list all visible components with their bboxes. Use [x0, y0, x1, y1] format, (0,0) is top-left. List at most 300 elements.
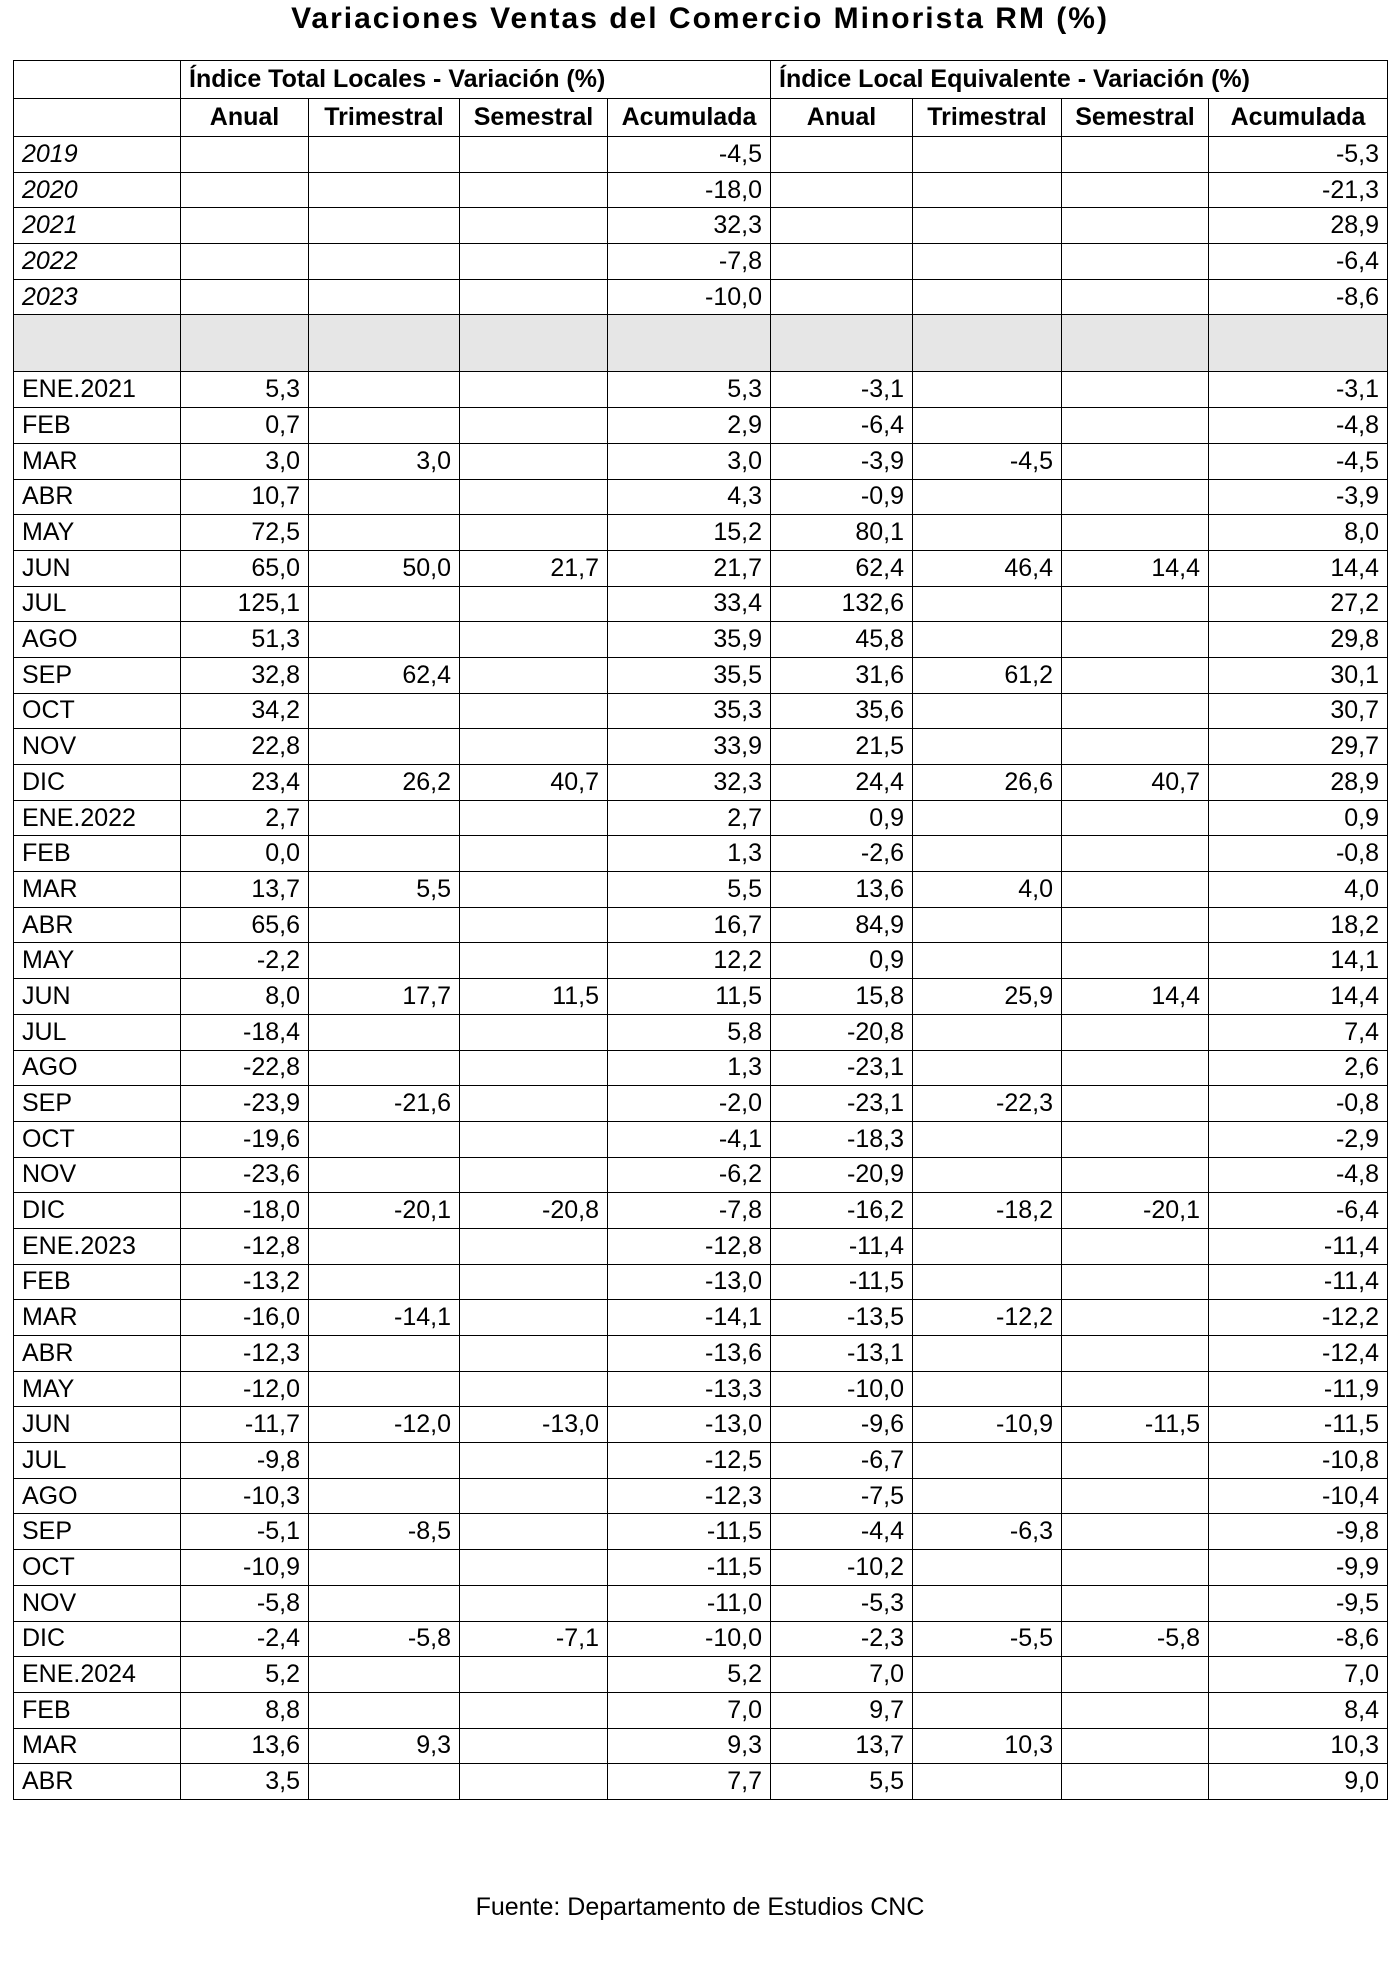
- table-cell: [309, 836, 460, 872]
- table-cell: [460, 279, 608, 315]
- table-cell: [771, 244, 913, 280]
- table-cell: -3,9: [1209, 479, 1388, 515]
- table-cell: [309, 1443, 460, 1479]
- table-cell: [1062, 172, 1209, 208]
- table-cell: -13,1: [771, 1336, 913, 1372]
- table-cell: [913, 729, 1062, 765]
- table-cell: -13,0: [608, 1407, 771, 1443]
- table-cell: [309, 693, 460, 729]
- table-cell: -2,6: [771, 836, 913, 872]
- row-label: SEP: [14, 657, 181, 693]
- table-cell: -12,3: [181, 1336, 309, 1372]
- table-cell: -14,1: [608, 1300, 771, 1336]
- table-cell: [460, 1121, 608, 1157]
- table-row: [14, 172, 1388, 208]
- table-cell: [1062, 1371, 1209, 1407]
- table-cell: -4,5: [913, 443, 1062, 479]
- table-row: [14, 1086, 1388, 1122]
- table-cell: -11,5: [608, 1550, 771, 1586]
- table-cell: [460, 1443, 608, 1479]
- table-cell: [913, 836, 1062, 872]
- table-cell: [1062, 943, 1209, 979]
- table-row: [14, 1550, 1388, 1586]
- separator-cell: [913, 315, 1062, 372]
- table-cell: 50,0: [309, 550, 460, 586]
- table-cell: [460, 872, 608, 908]
- table-cell: -5,3: [771, 1585, 913, 1621]
- row-label: MAR: [14, 872, 181, 908]
- table-cell: 8,0: [181, 979, 309, 1015]
- table-cell: [460, 1157, 608, 1193]
- table-cell: -23,1: [771, 1050, 913, 1086]
- table-row: [14, 836, 1388, 872]
- table-cell: 8,8: [181, 1692, 309, 1728]
- table-row: [14, 586, 1388, 622]
- table-cell: -4,8: [1209, 408, 1388, 444]
- table-cell: [460, 515, 608, 551]
- table-cell: [309, 137, 460, 173]
- table-cell: -5,5: [913, 1621, 1062, 1657]
- table-cell: 7,0: [1209, 1657, 1388, 1693]
- table-cell: -20,1: [1062, 1193, 1209, 1229]
- table-cell: -12,4: [1209, 1336, 1388, 1372]
- table-row: [14, 657, 1388, 693]
- row-label: SEP: [14, 1086, 181, 1122]
- table-cell: 8,4: [1209, 1692, 1388, 1728]
- table-cell: -11,4: [1209, 1228, 1388, 1264]
- table-cell: -8,6: [1209, 1621, 1388, 1657]
- table-cell: [460, 1550, 608, 1586]
- row-label: MAY: [14, 943, 181, 979]
- table-cell: -11,5: [1062, 1407, 1209, 1443]
- sales-variation-table: [13, 60, 1388, 1800]
- table-cell: -16,2: [771, 1193, 913, 1229]
- table-cell: 11,5: [460, 979, 608, 1015]
- table-row: [14, 208, 1388, 244]
- table-cell: [460, 1585, 608, 1621]
- table-cell: -11,4: [1209, 1264, 1388, 1300]
- table-cell: -16,0: [181, 1300, 309, 1336]
- table-cell: -20,1: [309, 1193, 460, 1229]
- table-cell: 11,5: [608, 979, 771, 1015]
- table-cell: 7,7: [608, 1764, 771, 1800]
- table-cell: -4,5: [608, 137, 771, 173]
- table-cell: [913, 1336, 1062, 1372]
- separator-cell: [1062, 315, 1209, 372]
- table-cell: [309, 279, 460, 315]
- table-cell: 32,8: [181, 657, 309, 693]
- table-cell: [181, 244, 309, 280]
- column-header: Trimestral: [913, 99, 1062, 137]
- table-cell: [1062, 1121, 1209, 1157]
- table-row: [14, 693, 1388, 729]
- table-cell: -10,4: [1209, 1478, 1388, 1514]
- table-cell: -11,5: [1209, 1407, 1388, 1443]
- table-cell: [1062, 693, 1209, 729]
- table-cell: 3,0: [309, 443, 460, 479]
- table-cell: [460, 1014, 608, 1050]
- table-cell: [309, 729, 460, 765]
- table-cell: [913, 622, 1062, 658]
- table-row: [14, 1228, 1388, 1264]
- table-cell: -6,7: [771, 1443, 913, 1479]
- table-cell: -13,6: [608, 1336, 771, 1372]
- row-label: MAY: [14, 1371, 181, 1407]
- table-cell: 17,7: [309, 979, 460, 1015]
- table-cell: 21,5: [771, 729, 913, 765]
- row-label: JUL: [14, 1014, 181, 1050]
- table-cell: -13,0: [608, 1264, 771, 1300]
- table-cell: [1062, 1692, 1209, 1728]
- table-cell: [1062, 1228, 1209, 1264]
- table-cell: [460, 1300, 608, 1336]
- table-cell: [913, 907, 1062, 943]
- table-cell: -9,6: [771, 1407, 913, 1443]
- table-row: [14, 1336, 1388, 1372]
- table-cell: [1062, 1764, 1209, 1800]
- table-cell: [1062, 372, 1209, 408]
- table-cell: 26,6: [913, 765, 1062, 801]
- table-cell: [1062, 872, 1209, 908]
- table-cell: 32,3: [608, 765, 771, 801]
- table-cell: -12,3: [608, 1478, 771, 1514]
- table-row: [14, 137, 1388, 173]
- table-cell: [460, 137, 608, 173]
- table-cell: -10,0: [608, 1621, 771, 1657]
- table-row: [14, 1014, 1388, 1050]
- row-label: 2020: [14, 172, 181, 208]
- table-cell: 14,1: [1209, 943, 1388, 979]
- table-cell: -13,5: [771, 1300, 913, 1336]
- table-cell: -5,1: [181, 1514, 309, 1550]
- table-cell: [1062, 515, 1209, 551]
- table-cell: -2,4: [181, 1621, 309, 1657]
- separator-row: [14, 315, 1388, 372]
- corner-cell: [14, 61, 181, 99]
- table-cell: 0,0: [181, 836, 309, 872]
- table-cell: -5,8: [181, 1585, 309, 1621]
- table-row: [14, 443, 1388, 479]
- row-label: SEP: [14, 1514, 181, 1550]
- table-cell: 2,7: [608, 800, 771, 836]
- table-cell: [309, 1157, 460, 1193]
- table-cell: 0,9: [771, 800, 913, 836]
- table-cell: [460, 172, 608, 208]
- table-cell: [460, 622, 608, 658]
- table-cell: -12,2: [913, 1300, 1062, 1336]
- table-cell: [460, 1478, 608, 1514]
- table-row: [14, 872, 1388, 908]
- row-label: FEB: [14, 408, 181, 444]
- table-row: [14, 907, 1388, 943]
- table-cell: 0,9: [1209, 800, 1388, 836]
- table-cell: [460, 1764, 608, 1800]
- table-cell: [181, 137, 309, 173]
- table-cell: [309, 1264, 460, 1300]
- table-cell: 5,3: [181, 372, 309, 408]
- row-label: FEB: [14, 836, 181, 872]
- table-cell: 5,3: [608, 372, 771, 408]
- table-cell: [1062, 1478, 1209, 1514]
- table-row: [14, 1371, 1388, 1407]
- table-cell: [309, 1550, 460, 1586]
- table-cell: -12,0: [309, 1407, 460, 1443]
- table-cell: [460, 693, 608, 729]
- table-cell: 65,6: [181, 907, 309, 943]
- table-row: [14, 1478, 1388, 1514]
- row-label: 2021: [14, 208, 181, 244]
- table-cell: [1062, 729, 1209, 765]
- column-header: Semestral: [460, 99, 608, 137]
- row-label: ENE.2021: [14, 372, 181, 408]
- table-cell: -23,1: [771, 1086, 913, 1122]
- table-cell: 31,6: [771, 657, 913, 693]
- table-cell: -10,3: [181, 1478, 309, 1514]
- table-cell: 62,4: [771, 550, 913, 586]
- table-cell: -13,0: [460, 1407, 608, 1443]
- table-cell: [181, 172, 309, 208]
- table-cell: [913, 943, 1062, 979]
- row-label: MAR: [14, 1728, 181, 1764]
- table-cell: [913, 479, 1062, 515]
- table-cell: [460, 1050, 608, 1086]
- table-cell: [1062, 1336, 1209, 1372]
- table-cell: [309, 408, 460, 444]
- table-cell: 23,4: [181, 765, 309, 801]
- table-cell: -10,0: [608, 279, 771, 315]
- table-cell: [1062, 1300, 1209, 1336]
- separator-cell: [771, 315, 913, 372]
- row-label: JUL: [14, 586, 181, 622]
- row-label: ENE.2024: [14, 1657, 181, 1693]
- table-cell: [913, 1264, 1062, 1300]
- table-row: [14, 279, 1388, 315]
- table-cell: -9,8: [181, 1443, 309, 1479]
- table-cell: -12,8: [608, 1228, 771, 1264]
- table-cell: 5,5: [771, 1764, 913, 1800]
- table-cell: [913, 1550, 1062, 1586]
- table-cell: 10,3: [1209, 1728, 1388, 1764]
- table-cell: 35,5: [608, 657, 771, 693]
- table-cell: -6,4: [771, 408, 913, 444]
- row-label: ENE.2023: [14, 1228, 181, 1264]
- table-cell: [309, 208, 460, 244]
- table-cell: [913, 1014, 1062, 1050]
- table-cell: -12,8: [181, 1228, 309, 1264]
- table-cell: -3,1: [1209, 372, 1388, 408]
- table-cell: 5,5: [608, 872, 771, 908]
- table-cell: [1062, 408, 1209, 444]
- column-header: Semestral: [1062, 99, 1209, 137]
- separator-cell: [309, 315, 460, 372]
- row-label: OCT: [14, 1550, 181, 1586]
- table-cell: 5,2: [181, 1657, 309, 1693]
- row-label: MAR: [14, 1300, 181, 1336]
- table-cell: 7,0: [608, 1692, 771, 1728]
- table-cell: -11,4: [771, 1228, 913, 1264]
- table-cell: [460, 907, 608, 943]
- table-cell: -18,3: [771, 1121, 913, 1157]
- corner-cell: [14, 99, 181, 137]
- table-cell: -6,2: [608, 1157, 771, 1193]
- table-cell: 25,9: [913, 979, 1062, 1015]
- table-cell: [309, 1657, 460, 1693]
- table-row: [14, 1050, 1388, 1086]
- table-cell: 9,0: [1209, 1764, 1388, 1800]
- column-header: Anual: [771, 99, 913, 137]
- separator-cell: [608, 315, 771, 372]
- table-cell: 5,2: [608, 1657, 771, 1693]
- table-cell: 22,8: [181, 729, 309, 765]
- table-cell: 10,3: [913, 1728, 1062, 1764]
- table-cell: 80,1: [771, 515, 913, 551]
- table-cell: 27,2: [1209, 586, 1388, 622]
- table-cell: -4,5: [1209, 443, 1388, 479]
- table-row: [14, 1264, 1388, 1300]
- table-cell: [913, 1478, 1062, 1514]
- table-cell: -3,1: [771, 372, 913, 408]
- row-label: AGO: [14, 622, 181, 658]
- row-label: DIC: [14, 765, 181, 801]
- table-cell: 29,8: [1209, 622, 1388, 658]
- table-cell: -14,1: [309, 1300, 460, 1336]
- table-cell: [309, 515, 460, 551]
- table-cell: [913, 1443, 1062, 1479]
- table-cell: [1062, 1443, 1209, 1479]
- table-cell: [913, 137, 1062, 173]
- table-cell: [309, 1478, 460, 1514]
- table-cell: [309, 586, 460, 622]
- table-cell: 14,4: [1209, 550, 1388, 586]
- table-row: [14, 1443, 1388, 1479]
- table-cell: [913, 208, 1062, 244]
- table-cell: -11,7: [181, 1407, 309, 1443]
- table-cell: [309, 372, 460, 408]
- table-cell: -12,0: [181, 1371, 309, 1407]
- table-cell: [309, 622, 460, 658]
- table-cell: [309, 907, 460, 943]
- table-cell: [771, 137, 913, 173]
- row-label: OCT: [14, 1121, 181, 1157]
- table-cell: [181, 208, 309, 244]
- group-header-row: [14, 61, 1388, 99]
- table-cell: -9,8: [1209, 1514, 1388, 1550]
- table-cell: -20,8: [771, 1014, 913, 1050]
- table-cell: [1062, 279, 1209, 315]
- table-cell: [460, 1086, 608, 1122]
- table-cell: [309, 1336, 460, 1372]
- table-cell: [460, 836, 608, 872]
- table-cell: [913, 1692, 1062, 1728]
- table-cell: [1062, 1728, 1209, 1764]
- table-cell: 125,1: [181, 586, 309, 622]
- table-cell: 14,4: [1062, 979, 1209, 1015]
- row-label: FEB: [14, 1692, 181, 1728]
- table-cell: [1062, 244, 1209, 280]
- table-cell: [460, 657, 608, 693]
- table-cell: [771, 279, 913, 315]
- table-cell: 8,0: [1209, 515, 1388, 551]
- table-cell: [460, 479, 608, 515]
- table-cell: -5,8: [309, 1621, 460, 1657]
- table-cell: -0,8: [1209, 1086, 1388, 1122]
- table-cell: 9,3: [608, 1728, 771, 1764]
- table-cell: [460, 408, 608, 444]
- row-label: JUL: [14, 1443, 181, 1479]
- column-header: Acumulada: [1209, 99, 1388, 137]
- table-cell: -21,3: [1209, 172, 1388, 208]
- table-cell: 16,7: [608, 907, 771, 943]
- table-cell: 33,4: [608, 586, 771, 622]
- row-label: ABR: [14, 1764, 181, 1800]
- table-cell: 0,9: [771, 943, 913, 979]
- table-cell: [460, 208, 608, 244]
- table-cell: 35,3: [608, 693, 771, 729]
- table-row: [14, 1514, 1388, 1550]
- table-cell: [309, 244, 460, 280]
- table-row: [14, 408, 1388, 444]
- separator-cell: [14, 315, 181, 372]
- table-cell: [460, 1336, 608, 1372]
- table-cell: -7,8: [608, 244, 771, 280]
- table-cell: 10,7: [181, 479, 309, 515]
- table-cell: -20,8: [460, 1193, 608, 1229]
- table-cell: [913, 1157, 1062, 1193]
- table-cell: -10,8: [1209, 1443, 1388, 1479]
- row-label: JUN: [14, 550, 181, 586]
- table-cell: 2,6: [1209, 1050, 1388, 1086]
- table-cell: 72,5: [181, 515, 309, 551]
- row-label: NOV: [14, 1585, 181, 1621]
- table-cell: [913, 1657, 1062, 1693]
- table-row: [14, 943, 1388, 979]
- row-label: NOV: [14, 729, 181, 765]
- column-header: Trimestral: [309, 99, 460, 137]
- table-cell: [913, 408, 1062, 444]
- table-cell: -23,6: [181, 1157, 309, 1193]
- table-cell: -10,0: [771, 1371, 913, 1407]
- table-cell: [1062, 208, 1209, 244]
- table-cell: 13,7: [771, 1728, 913, 1764]
- table-cell: [1062, 1050, 1209, 1086]
- table-cell: -8,5: [309, 1514, 460, 1550]
- table-row: [14, 1728, 1388, 1764]
- table-cell: -7,5: [771, 1478, 913, 1514]
- table-row: [14, 1692, 1388, 1728]
- table-cell: 14,4: [1209, 979, 1388, 1015]
- table-cell: [913, 586, 1062, 622]
- table-row: [14, 1193, 1388, 1229]
- table-cell: 65,0: [181, 550, 309, 586]
- table-cell: 45,8: [771, 622, 913, 658]
- table-cell: [309, 1050, 460, 1086]
- table-cell: [309, 1585, 460, 1621]
- row-label: MAR: [14, 443, 181, 479]
- row-label: JUN: [14, 979, 181, 1015]
- table-cell: [913, 1228, 1062, 1264]
- table-row: [14, 372, 1388, 408]
- table-cell: 7,4: [1209, 1014, 1388, 1050]
- table-cell: 5,5: [309, 872, 460, 908]
- table-row: [14, 765, 1388, 801]
- table-cell: [1062, 622, 1209, 658]
- table-cell: -5,3: [1209, 137, 1388, 173]
- table-cell: -23,9: [181, 1086, 309, 1122]
- table-cell: [460, 1371, 608, 1407]
- table-cell: [913, 172, 1062, 208]
- group-header-total-locales: Índice Total Locales - Variación (%): [181, 61, 771, 99]
- table-row: [14, 1300, 1388, 1336]
